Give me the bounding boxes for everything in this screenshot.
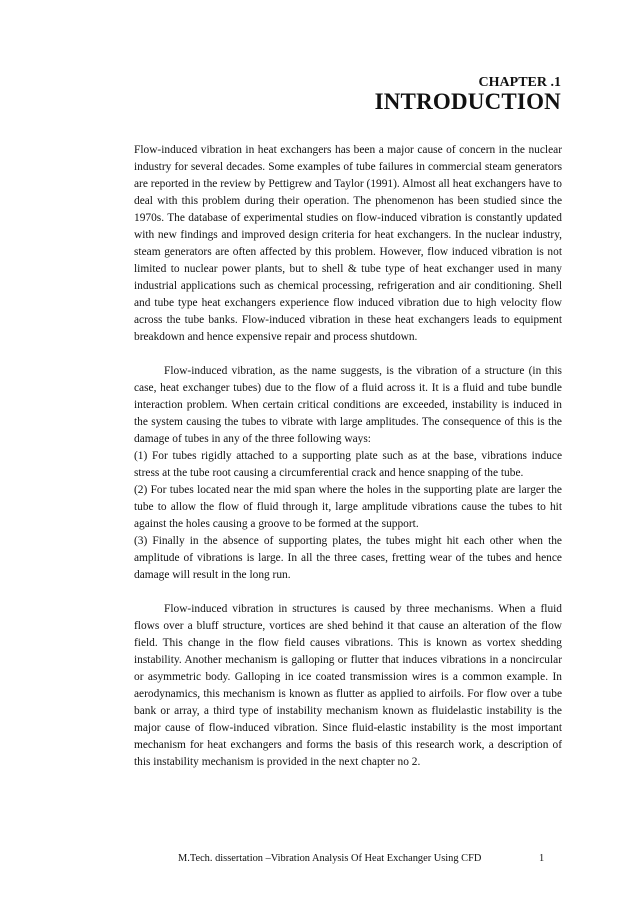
list-item-damage-3: (3) Finally in the absence of supporting plates, the tubes might hit each other when the amplitude of vibrations is large. In all the three cases, fretting wear of the tubes and hence damage will result in the long run.	[134, 535, 562, 581]
chapter-title: INTRODUCTION	[374, 89, 561, 114]
paragraph-intro: Flow-induced vibration in heat exchangers has been a major cause of concern in the nuclear industry for several decades. Some examples of tube failures in commercial steam generators are reported in the review by Pettigrew and Taylor (1991). Almost all heat exchangers have to deal with this problem during their operation. The phenomenon has been studied since the 1970s. The database of experimental studies on flow-induced vibration is constantly updated with new findings and improved design criteria for heat exchangers. In the nuclear industry, steam generators are often affected by this problem. However, flow induced vibration is not limited to nuclear power plants, but to shell & tube type of heat exchanger used in many industrial applications such as chemical processing, refrigeration and air conditioning. Shell and tube type heat exchangers experience flow induced vibration due to high velocity flow across the tube banks. Flow-induced vibration in these heat exchangers leads to equipment breakdown and hence expensive repair and process shutdown.	[134, 144, 562, 343]
paragraph-mechanisms: Flow-induced vibration in structures is caused by three mechanisms. When a fluid flows over a bluff structure, vortices are shed behind it that cause an alteration of the flow field. This change in the flow field causes vibrations. This is known as vortex shedding instability. Another mechanism is galloping or flutter that induces vibrations in a noncircular or asymmetric body. Galloping in ice coated transmission wires is a common example. In aerodynamics, this mechanism is known as flutter as applied to airfoils. For flow over a tube bank or array, a third type of instability mechanism known as fluidelastic instability is the major cause of flow-induced vibration. Since fluid-elastic instability is the most important mechanism for heat exchangers and forms the basis of this research work, a description of this instability mechanism is provided in the next chapter no 2.	[134, 603, 562, 768]
list-item-damage-1: (1) For tubes rigidly attached to a supporting plate such as at the base, vibrations induce stress at the tube root causing a circumferential crack and hence snapping of the tube.	[134, 450, 562, 479]
chapter-label: CHAPTER .1	[478, 75, 561, 90]
paragraph-definition: Flow-induced vibration, as the name suggests, is the vibration of a structure (in this case, heat exchanger tubes) due to the flow of a fluid across it. It is a fluid and tube bundle interaction problem. When certain critical conditions are exceeded, instability is induced in the system causing the tubes to vibrate with large amplitudes. The consequence of this is the damage of tubes in any of the three following ways:	[134, 365, 562, 445]
body-text	[134, 142, 562, 771]
footer-text: M.Tech. dissertation –Vibration Analysis Of Heat Exchanger Using CFD	[178, 853, 482, 864]
page-number: 1	[539, 853, 545, 864]
list-item-damage-2: (2) For tubes located near the mid span where the holes in the supporting plate are larger the tube to allow the flow of fluid through it, large amplitude vibrations cause the tubes to hit against the holes causing a groove to be formed at the support.	[134, 484, 562, 530]
